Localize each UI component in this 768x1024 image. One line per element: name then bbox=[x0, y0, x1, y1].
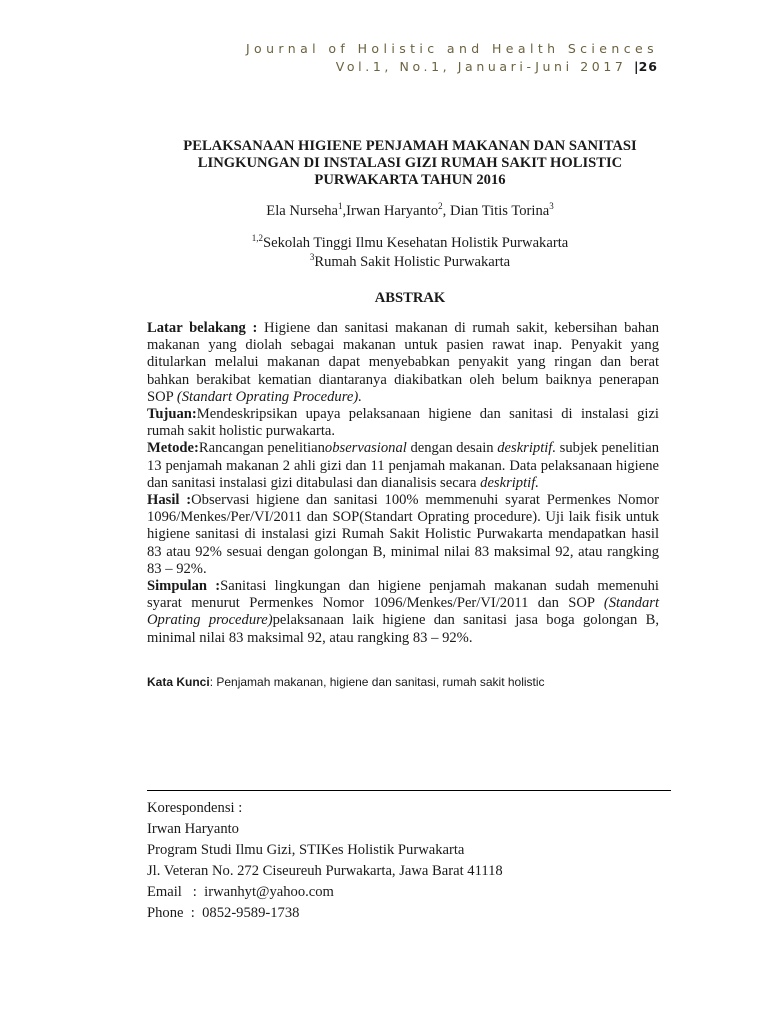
correspondence-name: Irwan Haryanto bbox=[147, 821, 239, 837]
results-label: Hasil : bbox=[147, 492, 192, 509]
affiliation-text: Sekolah Tinggi Ilmu Kesehatan Holistik Purwakarta bbox=[263, 235, 569, 251]
method-label: Metode: bbox=[147, 440, 199, 457]
affiliation-mark: 1,2 bbox=[251, 233, 263, 244]
conclusion-label: Simpulan : bbox=[147, 578, 221, 595]
footnote-divider bbox=[147, 790, 671, 791]
affiliation bbox=[150, 234, 670, 253]
method-text: Rancangan penelitian bbox=[198, 440, 325, 457]
conclusion-text: pelaksanaan laik higiene dan sanitasi jasa boga golongan B, minimal nilai 83 maksimal 92, atau rangking 83 – 92%. bbox=[147, 612, 659, 646]
author-name: Irwan Haryanto bbox=[346, 203, 439, 219]
author-separator: , bbox=[342, 203, 347, 219]
author-name: Ela Nurseha bbox=[266, 203, 339, 219]
author-affiliation-mark: 2 bbox=[438, 201, 443, 212]
author-affiliation-mark: 3 bbox=[549, 201, 554, 212]
journal-name: Journal of Holistic and Health Sciences bbox=[245, 41, 658, 56]
results-text: Observasi higiene dan sanitasi 100% memmenuhi syarat Permenkes Nomor 1096/Menkes/Per/VI/2011 dan SOP(Standart Oprating procedure). Uji laik fisik untuk higiene sanitasi di instalasi gizi Rumah Sakit Holistic Purwakarta mendapatkan hasil 83 atau 92% sesuai dengan golongan B, minimal nilai 83 maksimal 92, atau rangking 83 – 92%. bbox=[147, 492, 659, 577]
running-header bbox=[246, 40, 658, 76]
method-italic: deskriptif. bbox=[480, 474, 539, 491]
objective-text: Mendeskripsikan upaya pelaksanaan higiene dan sanitasi di instalasi gizi rumah sakit holistic purwakarta. bbox=[147, 406, 659, 440]
correspondence-heading: Korespondensi : bbox=[147, 800, 243, 816]
correspondence-address: Jl. Veteran No. 272 Ciseureuh Purwakarta, Jawa Barat 41118 bbox=[147, 863, 503, 879]
correspondence-email: Email : irwanhyt@yahoo.com bbox=[147, 884, 334, 900]
method-italic: observasional bbox=[324, 440, 407, 457]
objective-label: Tujuan: bbox=[147, 406, 197, 423]
background-label: Latar belakang : bbox=[147, 320, 258, 336]
background-text: Higiene dan sanitasi makanan di rumah sakit, kebersihan bahan makanan yang diolah sebagai makanan untuk pasien rawat inap. Penyakit yang ditularkan melalui makanan dapat menyebabkan penyakit yang ringan dan berat bahkan berakibat kematian diantaranya diakibatkan oleh belum baiknya penerapan SOP bbox=[147, 320, 659, 405]
method-text: dengan desain bbox=[406, 440, 498, 457]
page-number: 26 bbox=[638, 59, 658, 74]
abstract-body bbox=[147, 320, 659, 647]
abstract-heading: ABSTRAK bbox=[374, 290, 446, 306]
volume-issue: Vol.1, No.1, Januari-Juni 2017 bbox=[335, 59, 627, 74]
correspondence-phone: Phone : 0852-9589-1738 bbox=[147, 905, 300, 921]
author-list bbox=[150, 202, 670, 220]
correspondence-block bbox=[147, 798, 667, 924]
page-number-separator: | bbox=[634, 59, 639, 74]
method-italic: deskriptif. bbox=[497, 440, 557, 457]
abstract-objective bbox=[147, 406, 659, 440]
author-affiliation-mark: 1 bbox=[338, 201, 343, 212]
paper-title: PELAKSANAAN HIGIENE PENJAMAH MAKANAN DAN SANITASI LINGKUNGAN DI INSTALASI GIZI RUMAH SAKIT HOLISTIC PURWAKARTA TAHUN 2016 bbox=[183, 138, 637, 188]
method-text: subjek penelitian 13 penjamah makanan 2 ahli gizi dan 11 penjamah makanan. Data pelaksanaan higiene dan sanitasi instalasi gizi ditabulasi dan dianalisis secara bbox=[147, 440, 659, 491]
affiliation-mark: 3 bbox=[309, 252, 315, 263]
affiliation-list bbox=[150, 234, 670, 272]
background-italic: (Standart Oprating Procedure). bbox=[176, 388, 362, 405]
conclusion-text: Sanitasi lingkungan dan higiene penjamah makanan sudah memenuhi syarat menurut Permenkes Nomor 1096/Menkes/Per/VI/2011 dan SOP bbox=[147, 578, 659, 612]
abstract-results bbox=[147, 492, 659, 578]
abstract-method bbox=[147, 440, 659, 492]
correspondence-program: Program Studi Ilmu Gizi, STIKes Holistik Purwakarta bbox=[147, 842, 465, 858]
author-name: Dian Titis Torina bbox=[449, 203, 550, 219]
volume-line bbox=[246, 58, 658, 76]
affiliation bbox=[150, 253, 670, 272]
affiliation-text: Rumah Sakit Holistic Purwakarta bbox=[314, 254, 511, 270]
keywords-label: Kata Kunci bbox=[147, 675, 210, 689]
abstract-background bbox=[147, 320, 659, 406]
conclusion-italic: (Standart Oprating procedure) bbox=[147, 595, 659, 629]
author-separator: , bbox=[442, 203, 450, 219]
keywords bbox=[147, 675, 659, 689]
abstract-conclusion bbox=[147, 578, 659, 647]
keywords-text: : Penjamah makanan, higiene dan sanitasi, rumah sakit holistic bbox=[209, 675, 545, 689]
